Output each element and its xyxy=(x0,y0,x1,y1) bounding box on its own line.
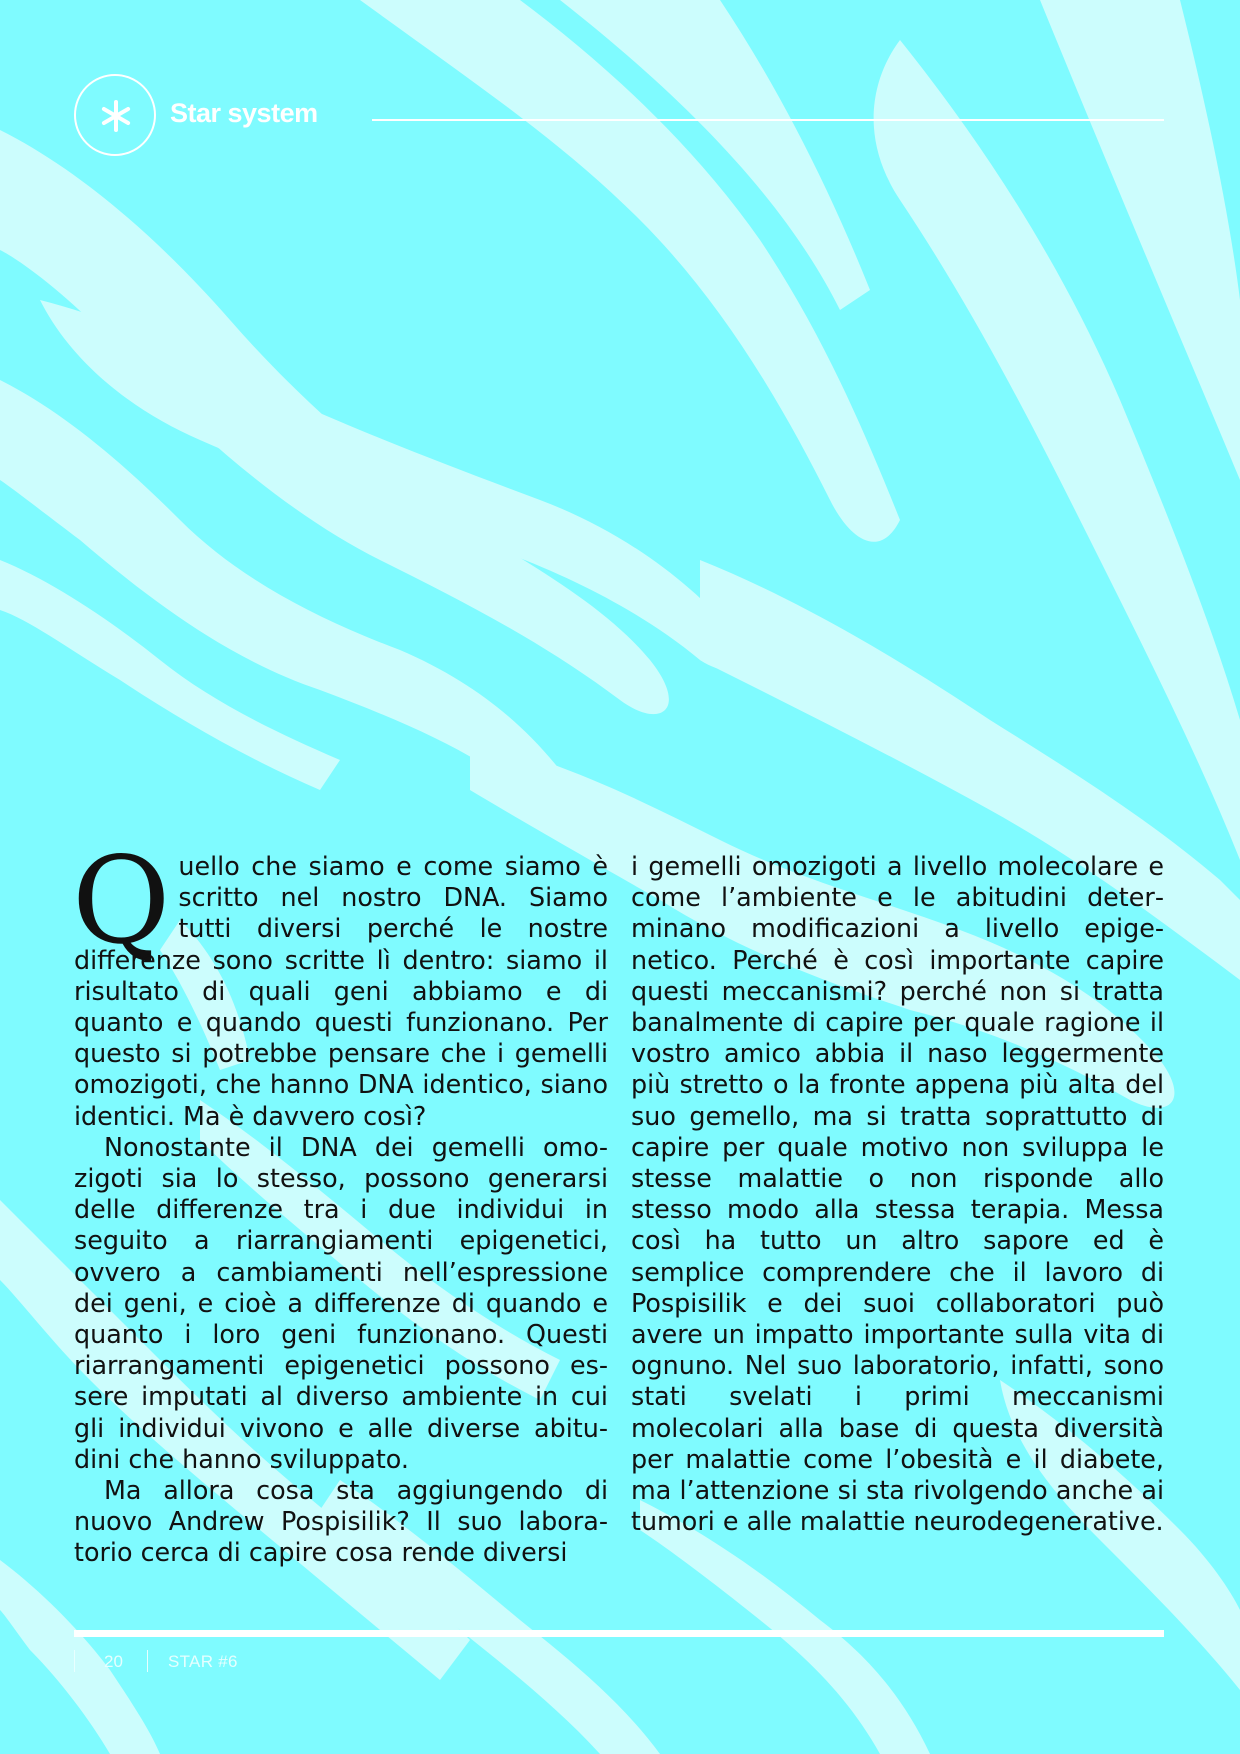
article-paragraph: Nonostante il DNA dei gemelli omozigoti sia lo stesso, possono generarsi delle differenze tra i due individui in seguito a riarrangiamenti epigenetici, ovvero a cambiamenti nell’espressione dei geni, e cioè a differenze di quando e quanto i loro geni funzionano. Questi riarrangamenti epigenetici possono essere imputati al diverso ambiente in cui gli individui vivono e alle diverse abitudini che hanno sviluppato. xyxy=(74,1131,608,1474)
footer-divider xyxy=(74,1650,75,1672)
article-column-right xyxy=(631,851,1164,1537)
article-paragraph: i gemelli omozigoti a livello molecolare e come l’ambiente e le abitudini determinano modificazioni a livello epigenetico. Perché è così importante capire questi meccanismi? perché non si tratta banalmente di capire per quale ragione il vostro amico abbia il naso leggermente più stretto o la fronte appena più alta del suo gemello, ma si tratta soprattutto di capire per quale motivo non sviluppa le stesse malattie o non risponde allo stesso modo alla stessa terapia. Messa così ha tutto un altro sapore ed è semplice comprendere che il lavoro di Pospisilik e dei suoi collaboratori può avere un impatto importante sulla vita di ognuno. Nel suo laboratorio, infatti, sono stati svelati i primi meccanismi molecolari alla base di questa diversità per malattie come l’obesità e il diabete, ma l’attenzione si sta rivolgendo anche ai tumori e alle malattie neurodegenerative. xyxy=(631,851,1164,1537)
footer-divider xyxy=(147,1650,148,1672)
header-rule xyxy=(372,119,1164,121)
article-paragraph xyxy=(72,832,608,1132)
drop-cap: Q xyxy=(72,832,171,971)
section-title: Star system xyxy=(170,98,318,128)
asterisk-icon xyxy=(98,98,134,134)
footer-rule xyxy=(74,1630,1164,1637)
magazine-issue: STAR #6 xyxy=(168,1652,238,1671)
paragraph-text: uello che siamo e come siamo è scritto nel nostro DNA. Siamo tutti diversi perché le nostre differenze sono scritte lì dentro: siamo il risultato di quali geni abbiamo e di quanto e quando questi funzionano. Per questo si potrebbe pensare che i gemelli omozigoti, che hanno DNA identico, siano identici. Ma è davvero così? xyxy=(74,851,608,1131)
article-paragraph: Ma allora cosa sta aggiungendo di nuovo Andrew Pospisilik? Il suo laboratorio cerca di capire cosa rende diversi xyxy=(74,1475,608,1568)
page-number: 20 xyxy=(104,1652,123,1671)
article-column-left xyxy=(72,832,608,1569)
section-badge xyxy=(74,74,156,156)
